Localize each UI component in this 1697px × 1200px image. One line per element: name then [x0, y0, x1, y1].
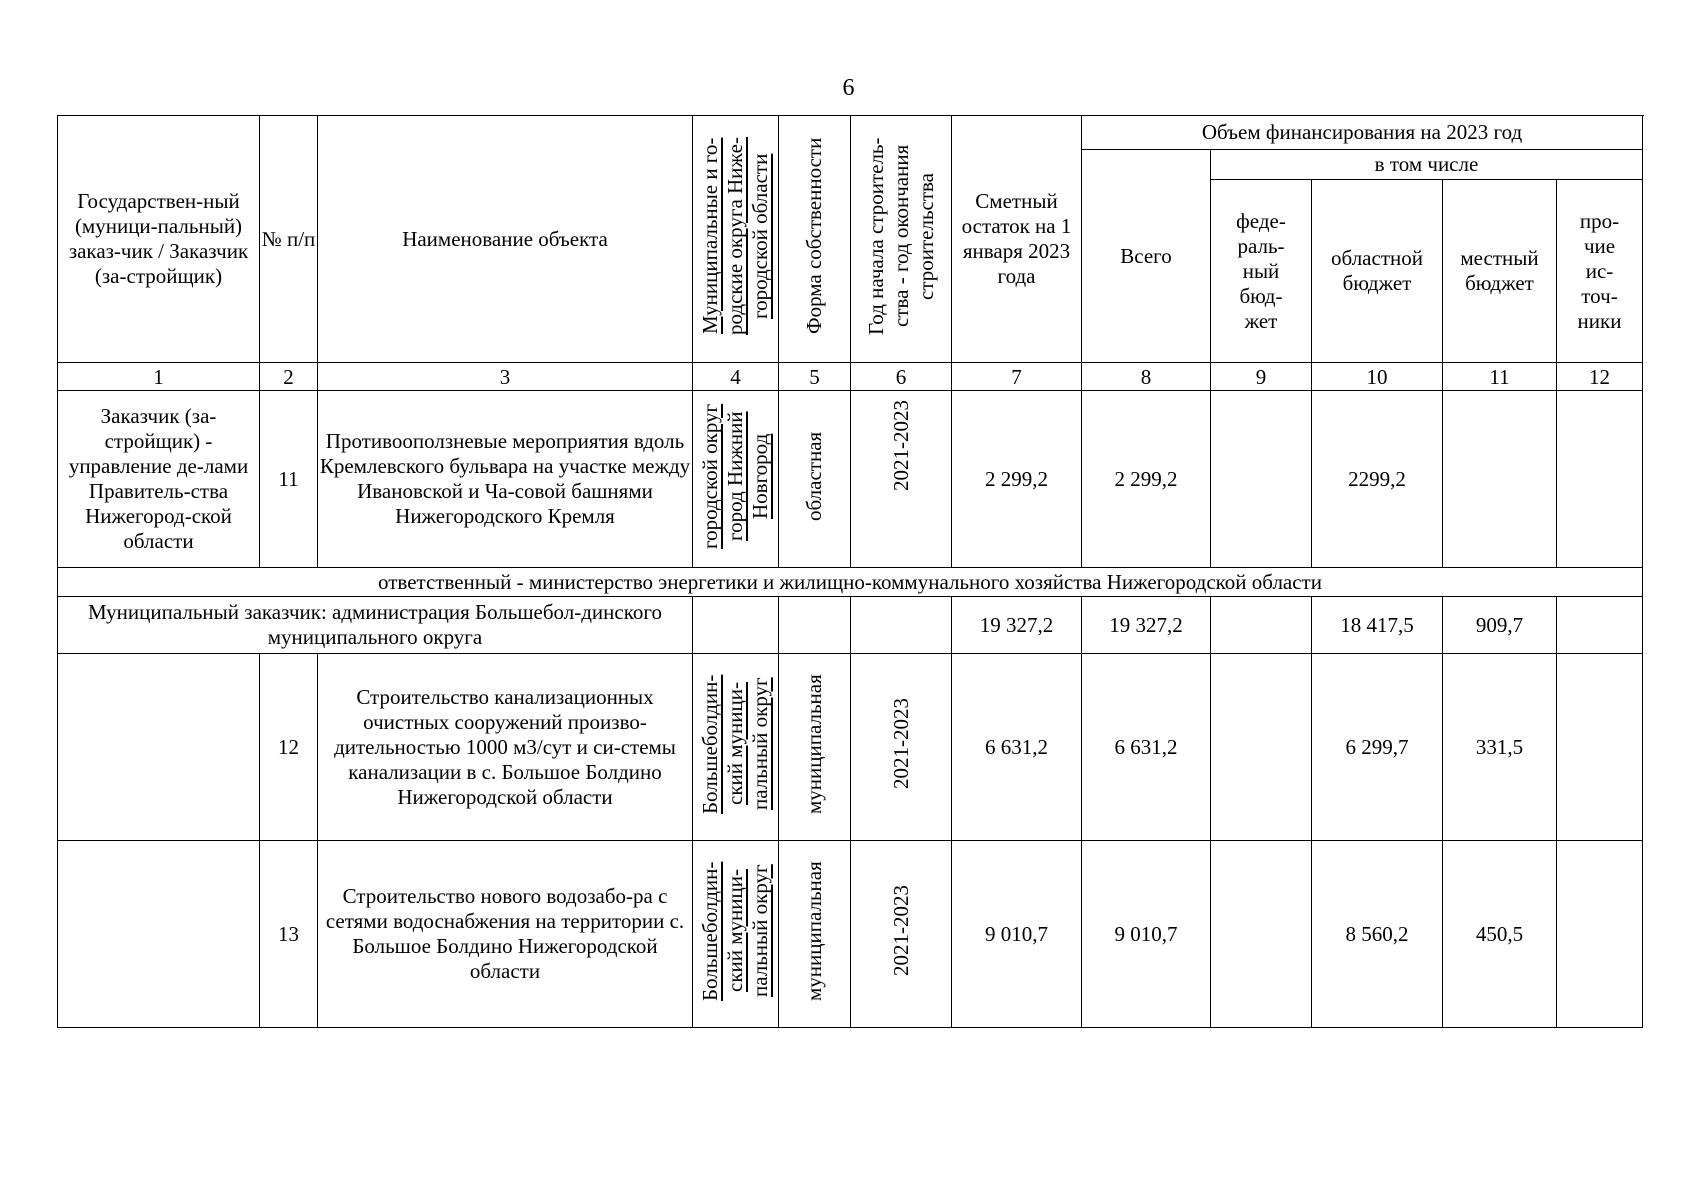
header-including: в том числе: [1211, 150, 1643, 180]
row12-ownership: муниципальная: [802, 674, 826, 814]
row12-years: 2021-2023: [888, 698, 913, 790]
column-number: 10: [1312, 363, 1443, 391]
header-ownership-cell: [779, 116, 851, 363]
header-other: про-чие ис-точ-ники: [1557, 180, 1643, 363]
investment-table: [57, 115, 1643, 1028]
page-number: 6: [842, 75, 855, 101]
empty-cell: [851, 597, 952, 654]
empty-cell: [693, 597, 779, 654]
row12-local: 331,5: [1443, 654, 1557, 841]
municipal-remainder: 19 327,2: [952, 597, 1082, 654]
row13-ownership-cell: [779, 841, 851, 1028]
row11-remainder: 2 299,2: [952, 391, 1082, 568]
row11-local: [1443, 391, 1557, 568]
row13-name: Строительство нового водозабо-ра с сетями водоснабжения на территории с. Большое Болдино Нижегородской области: [318, 841, 693, 1028]
row11-total: 2 299,2: [1082, 391, 1211, 568]
row13-district: Большеболдин-ский муници-пальный округ: [698, 861, 772, 1001]
municipal-summary-row: [58, 597, 1643, 654]
row11-regional: 2299,2: [1312, 391, 1443, 568]
empty-cell: [779, 597, 851, 654]
header-total: Всего: [1082, 150, 1211, 363]
row11-other: [1557, 391, 1643, 568]
row12-regional: 6 299,7: [1312, 654, 1443, 841]
row11-ownership-cell: [779, 391, 851, 568]
empty-cell: [58, 654, 260, 841]
row12-remainder: 6 631,2: [952, 654, 1082, 841]
row13-local: 450,5: [1443, 841, 1557, 1028]
row12-years-cell: [851, 654, 952, 841]
header-federal: феде-раль-ный бюд-жет: [1211, 180, 1312, 363]
header-local: местный бюджет: [1443, 180, 1557, 363]
row13-district-cell: [693, 841, 779, 1028]
row13-total: 9 010,7: [1082, 841, 1211, 1028]
row13-years: 2021-2023: [888, 885, 913, 977]
column-number: 9: [1211, 363, 1312, 391]
header-customer: Государствен-ный (муници-пальный) заказ-чик / Заказчик (за-стройщик): [58, 116, 260, 363]
row11-district-cell: [693, 391, 779, 568]
municipal-customer: Муниципальный заказчик: администрация Большебол-динского муниципального округа: [58, 597, 693, 654]
row12-name: Строительство канализационных очистных сооружений произво-дительностью 1000 м3/сут и си-стемы канализации в с. Большое Болдино Нижегородской области: [318, 654, 693, 841]
municipal-local: 909,7: [1443, 597, 1557, 654]
row11-federal: [1211, 391, 1312, 568]
table-row: [58, 841, 1643, 1028]
column-number: 2: [260, 363, 318, 391]
header-remainder: Сметный остаток на 1 января 2023 года: [952, 116, 1082, 363]
section-title: ответственный - министерство энергетики и жилищно-коммунального хозяйства Нижегородской области: [58, 568, 1643, 597]
table-row: [58, 654, 1643, 841]
row11-district: городской округ город Нижний Новгород: [698, 403, 772, 549]
row12-district-cell: [693, 654, 779, 841]
header-district: Муниципальные и го-родские округа Ниже-городской области: [698, 137, 772, 335]
row12-federal: [1211, 654, 1312, 841]
row12-ownership-cell: [779, 654, 851, 841]
empty-cell: [58, 841, 260, 1028]
row13-ownership: муниципальная: [802, 861, 826, 1001]
column-number: 5: [779, 363, 851, 391]
row12-other: [1557, 654, 1643, 841]
row11-years-cell: [851, 391, 952, 568]
column-numbers-row: [58, 363, 1643, 391]
section-row: [58, 568, 1643, 597]
row11-customer: Заказчик (за-стройщик) - управление де-лами Правитель-ства Нижегород-ской области: [58, 391, 260, 568]
header-ownership: Форма собственности: [802, 137, 826, 335]
column-number: 1: [58, 363, 260, 391]
row11-number: 11: [260, 391, 318, 568]
header-years: Год начала строитель-ства - год окончания строительства: [863, 137, 938, 335]
row11-ownership: областная: [802, 431, 826, 521]
header-district-cell: [693, 116, 779, 363]
column-number: 3: [318, 363, 693, 391]
row12-district: Большеболдин-ский муници-пальный округ: [698, 674, 772, 814]
row13-remainder: 9 010,7: [952, 841, 1082, 1028]
row11-years: 2021-2023: [888, 400, 913, 492]
header-financing: Объем финансирования на 2023 год: [1082, 116, 1643, 150]
row12-total: 6 631,2: [1082, 654, 1211, 841]
header-number: № п/п: [260, 116, 318, 363]
municipal-total: 19 327,2: [1082, 597, 1211, 654]
header-object-name: Наименование объекта: [318, 116, 693, 363]
row12-number: 12: [260, 654, 318, 841]
row13-number: 13: [260, 841, 318, 1028]
row13-other: [1557, 841, 1643, 1028]
column-number: 4: [693, 363, 779, 391]
header-regional: областной бюджет: [1312, 180, 1443, 363]
row11-name: Противооползневые мероприятия вдоль Кремлевского бульвара на участке между Ивановской и Ча-совой башнями Нижегородского Кремля: [318, 391, 693, 568]
table-row: [58, 391, 1643, 568]
column-number: 11: [1443, 363, 1557, 391]
municipal-federal: [1211, 597, 1312, 654]
column-number: 6: [851, 363, 952, 391]
municipal-other: [1557, 597, 1643, 654]
column-number: 7: [952, 363, 1082, 391]
municipal-regional: 18 417,5: [1312, 597, 1443, 654]
column-number: 8: [1082, 363, 1211, 391]
row13-federal: [1211, 841, 1312, 1028]
row13-years-cell: [851, 841, 952, 1028]
column-number: 12: [1557, 363, 1643, 391]
row13-regional: 8 560,2: [1312, 841, 1443, 1028]
header-years-cell: [851, 116, 952, 363]
